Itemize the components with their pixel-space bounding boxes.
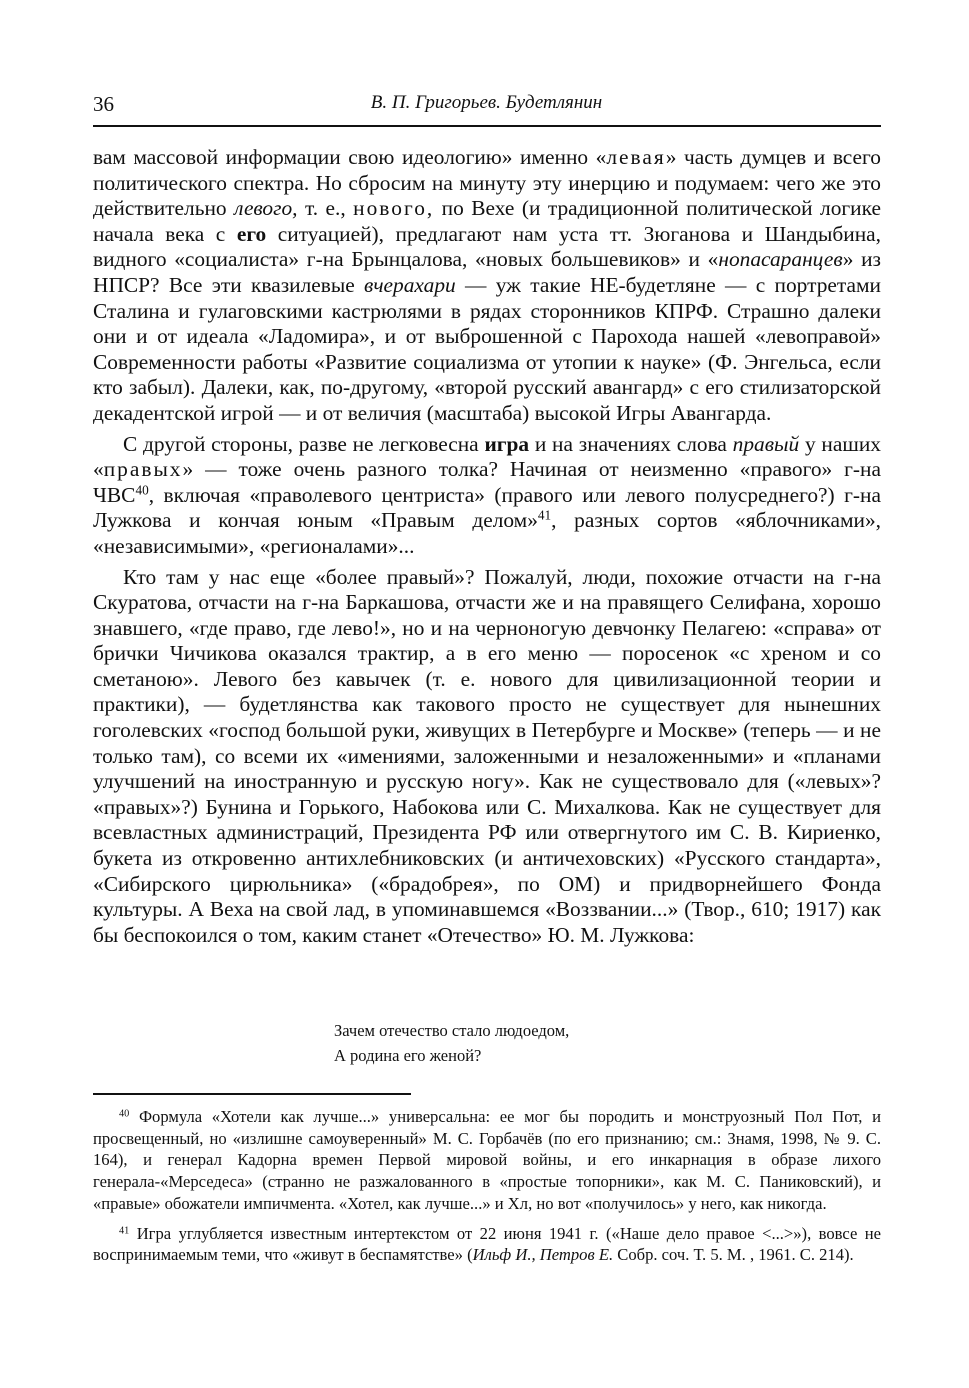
text-run: левая xyxy=(606,145,666,169)
verse-line: Зачем отечество стало людоедом, xyxy=(334,1021,570,1040)
text-run: » из НПСР? Все эти квазилевые xyxy=(93,247,881,297)
text-run: Собр. соч. Т. 5. М. , 1961. С. 214). xyxy=(613,1245,854,1265)
text-run: т. е., xyxy=(297,196,354,221)
text-run: Формула «Хотели как лучше...» универсальна: ее мог бы породить и монструозный Пол Пот, и просвещенный, но «излишне самоуверенный» М. С. Горбачёв (по его признанию; см.: Знамя, 1998, № 9. С. 164), и генерал Кадорна времен Первой мировой войны, и его инкарнация в образе лихого генерала-«Мерседеса» (странно не разжалованного в «простые топорники», как М. С. Паниковский), и «правые» обожатели импичмента. «Хотел, как лучше...» и Хл, но вот «получилось» у него, как никогда. xyxy=(93,1107,881,1213)
text-run: Кто там у нас еще «более правый»? Пожалуй, люди, похожие отчасти на г-на Скуратова, отчасти на г-на Баркашова, отчасти же и на правящего Селифана, хорошо знавшего, «где право, где лево!», но и на черноногую девчонку Пелагею: «справа» от брички Чичикова оказался трактир, а в его меню — поросенок «с хреном и со сметаною». Левого без кавычек (т. е. нового для цивилизационной теории и практики), — будетлянства как такового просто не существует для нынешних гоголевских «господ большой руки, живущих в Петербурге и Москве» (теперь — и не только там), со всеми их «имениями, заложенными и незаложенными» и «планами улучшений на иностранную и русскую ногу». Как не существовало для («левых»? «правых»?) Бунина и Горького, Набокова или С. Михалкова. Как не существует для всевластных администраций, Президента РФ или отвергнутого им С. В. Кириенко, букета из откровенно антихлебниковских (и античеховских) «Русского стандарта», «Сибирского цирюльника» («брадобрея», по ОМ) и придворнейшего Фонда культуры. А Веха на свой лад, в упоминавшемся «Воззвании...» (Твор., 610; 1917) как бы беспокоился о том, каким станет «Отечество» Ю. М. Лужкова: xyxy=(93,564,881,947)
header-rule xyxy=(93,125,881,127)
text-run: левого, xyxy=(234,196,298,221)
text-run: , разных сортов «яблочниками», «независимыми», «регионалами»... xyxy=(93,508,882,558)
text-run: по Вехе (и традиционной политической логике начала века с xyxy=(93,196,881,246)
footnote-41 xyxy=(93,1223,881,1266)
text-run: правых xyxy=(103,457,183,482)
main-text xyxy=(93,145,881,948)
text-run: Ильф И., Петров Е. xyxy=(472,1245,614,1265)
verse-quote xyxy=(334,1018,569,1068)
paragraph-who-is-righter xyxy=(93,565,881,949)
text-run: вам массовой информации свою идеологию» именно « xyxy=(93,145,607,169)
text-run: нового, xyxy=(353,196,435,221)
running-title: В. П. Григорьев. Будетлянин xyxy=(370,92,603,113)
page-number: 36 xyxy=(93,92,114,116)
footnotes xyxy=(93,1106,881,1266)
text-run: и на значениях слова xyxy=(529,431,733,456)
text-run: его xyxy=(236,221,267,246)
verse-line: А родина его женой? xyxy=(334,1046,482,1065)
text-run: игра xyxy=(484,431,530,456)
footnote-ref: 40 xyxy=(119,1108,130,1120)
footnote-40 xyxy=(93,1106,881,1215)
footnote-ref: 40 xyxy=(135,482,149,498)
text-run: нопасаранцев xyxy=(718,247,843,272)
paragraph-other-side xyxy=(93,432,881,560)
text-run: вчерахари xyxy=(364,272,456,297)
paragraph-continuation xyxy=(93,145,881,427)
text-run: » — тоже очень разного толка? Начиная от неизменно «правого» г-на ЧВС xyxy=(93,457,881,507)
footnote-ref: 41 xyxy=(119,1224,130,1236)
footnote-ref: 41 xyxy=(537,508,552,524)
text-run: С другой стороны, разве не легковесна xyxy=(123,431,485,456)
text-run: правый xyxy=(732,431,800,456)
text-run: — уж такие НЕ-будетляне — с портретами Сталина и гулаговскими кастрюлями в рядах сторонников КПРФ. Страшно далеки они и от идеала «Ладомира», и от выброшенной с Парохода нашей «левоправой» Современности работы «Развитие социализма от утопии к науке» (Ф. Энгельса, если кто забыл). Далеки, как, по-другому, «второй русский авангард» с его стилизаторской декадентской игрой — и от величия (масштаба) высокой Игры Авангарда. xyxy=(93,272,881,425)
text-run: , включая «праволевого центриста» (правого или левого полусреднего?) г-на Лужкова и кончая юным «Правым делом» xyxy=(93,482,881,533)
text-run: » часть думцев и всего политического спектра. Но сбросим на минуту эту инерцию и подумаем: чего же это действительно xyxy=(93,145,881,221)
text-run: ситуацией), предлагают нам уста тт. Зюганова и Шандыбина, видного «социалиста» г-на Брынцалова, «новых большевиков» и « xyxy=(93,221,881,272)
footnote-rule xyxy=(93,1093,411,1095)
text-run: у наших « xyxy=(93,431,881,482)
page-header xyxy=(93,88,880,122)
text-run: Игра углубляется известным интертекстом от 22 июня 1941 г. («Наше дело правое <...>»), вовсе не воспринимаемым теми, что «живут в беспамятстве» ( xyxy=(93,1223,881,1265)
